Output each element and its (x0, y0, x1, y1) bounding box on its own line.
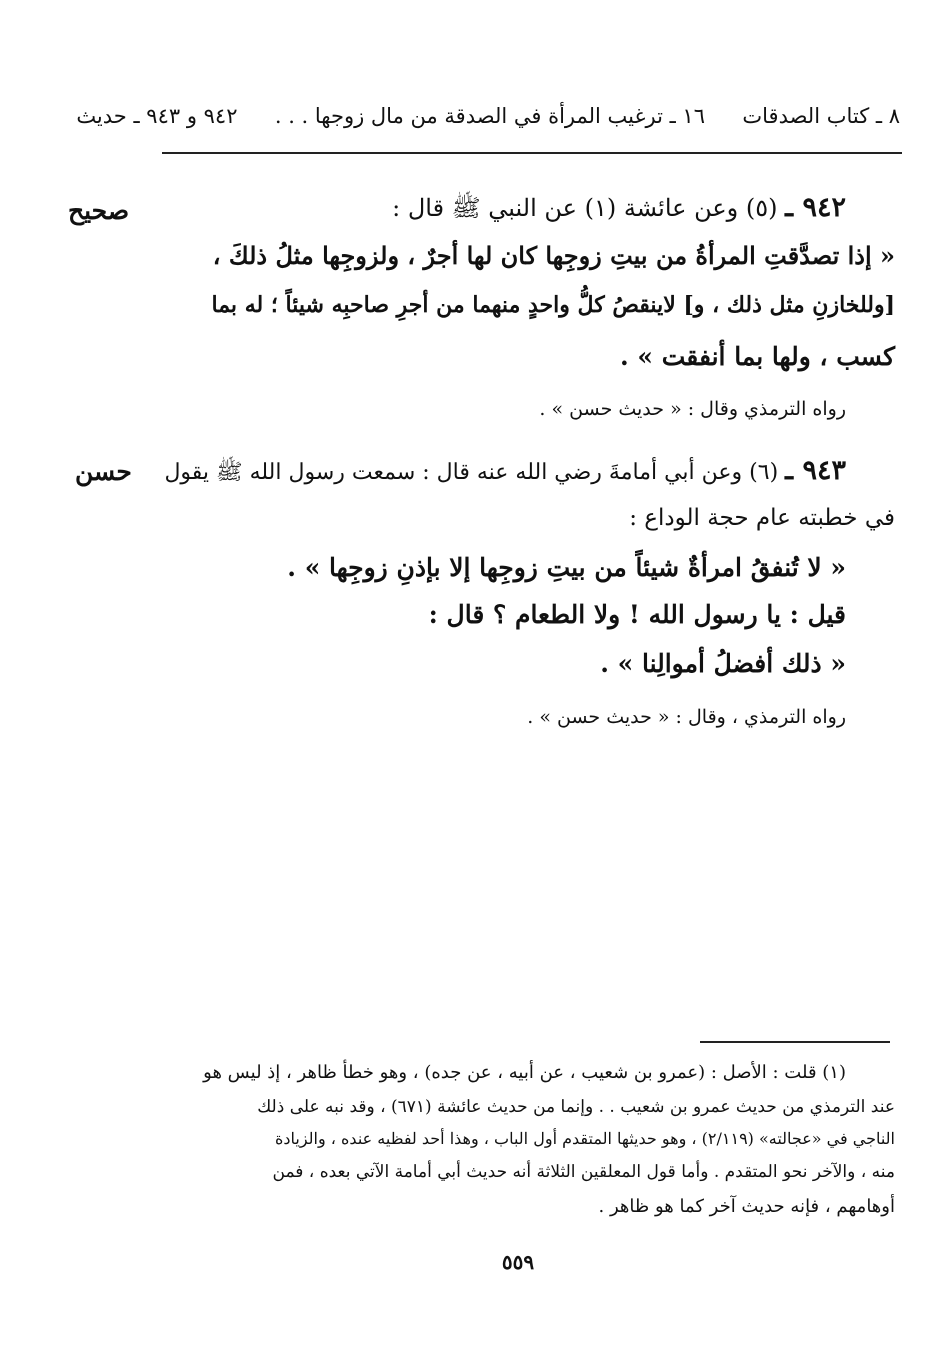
hadith-intro: (٥) وعن عائشة (١) عن النبي ﷺ قال : (392, 194, 778, 222)
hadith-text-line: [وللخازنِ مثل ذلك ، و] لاينقصُ كلُّ واحدٍ منهما من أجرِ صاحبِه شيئاً ؛ له بما (211, 292, 895, 318)
hadith-grade: حسن (75, 457, 132, 486)
hadith-number: ٩٤٣ ـ (785, 455, 846, 486)
hadith-heading (164, 455, 846, 490)
header-hadith-range: ٩٤٢ و ٩٤٣ ـ حديث (76, 104, 238, 128)
footnote-line: (١) قلت : الأصل : (عمرو بن شعيب ، عن أبيه ، عن جده) ، وهو خطأ ظاهر ، إذ ليس هو (203, 1062, 846, 1083)
header-section: ١٦ ـ ترغيب المرأة في الصدقة من مال زوجها . . . (274, 104, 705, 128)
hadith-intro: (٦) وعن أبي أمامةَ رضي الله عنه قال : سمعت رسول الله ﷺ يقول (164, 460, 779, 485)
hadith-heading (392, 192, 846, 228)
hadith-text-line: « لا تُنفقُ امرأةٌ شيئاً من بيتِ زوجِها إلا بإذنِ زوجِها » . (287, 553, 846, 582)
header-chapter: ٨ ـ كتاب الصدقات (742, 104, 900, 128)
hadith-source: رواه الترمذي ، وقال : « حديث حسن » . (527, 706, 846, 728)
hadith-text-line: « ذلك أفضلُ أموالِنا » . (600, 649, 846, 678)
footnote-rule (700, 1041, 890, 1043)
hadith-number: ٩٤٢ ـ (785, 192, 846, 223)
footnote-line: أوهامهم ، فإنه حديث آخر كما هو ظاهر . (598, 1196, 895, 1217)
header-rule (162, 152, 902, 154)
hadith-text-line: قيل : يا رسول الله ! ولا الطعام ؟ قال : (428, 600, 846, 629)
hadith-text-line: « إذا تصدَّقتِ المرأةُ من بيتِ زوجِها كان لها أجرٌ ، ولزوجِها مثلُ ذلكَ ، (212, 241, 895, 270)
footnote-line: عند الترمذي من حديث عمرو بن شعيب . . وإنما من حديث عائشة (٦٧١) ، وقد نبه على ذلك (257, 1097, 895, 1117)
hadith-intro-continued: في خطبته عام حجة الوداع : (629, 505, 895, 531)
hadith-text-line: كسب ، ولها بما أنفقت » . (620, 342, 895, 371)
footnote-line: الناجي في «عجالته» (٢/١١٩) ، وهو حديثها المتقدم أول الباب ، وهذا أحد لفظيه عنده ، والزيادة (275, 1129, 895, 1148)
hadith-grade: صحيح (68, 196, 130, 225)
page-number: ٥٥٩ (501, 1250, 535, 1274)
running-header (76, 104, 900, 128)
footnote-line: منه ، والآخر نحو المتقدم . وأما قول المعلقين الثلاثة أنه حديث أبي أمامة الآتي بعده ، فمن (272, 1162, 895, 1182)
hadith-source: رواه الترمذي وقال : « حديث حسن » . (539, 398, 846, 420)
